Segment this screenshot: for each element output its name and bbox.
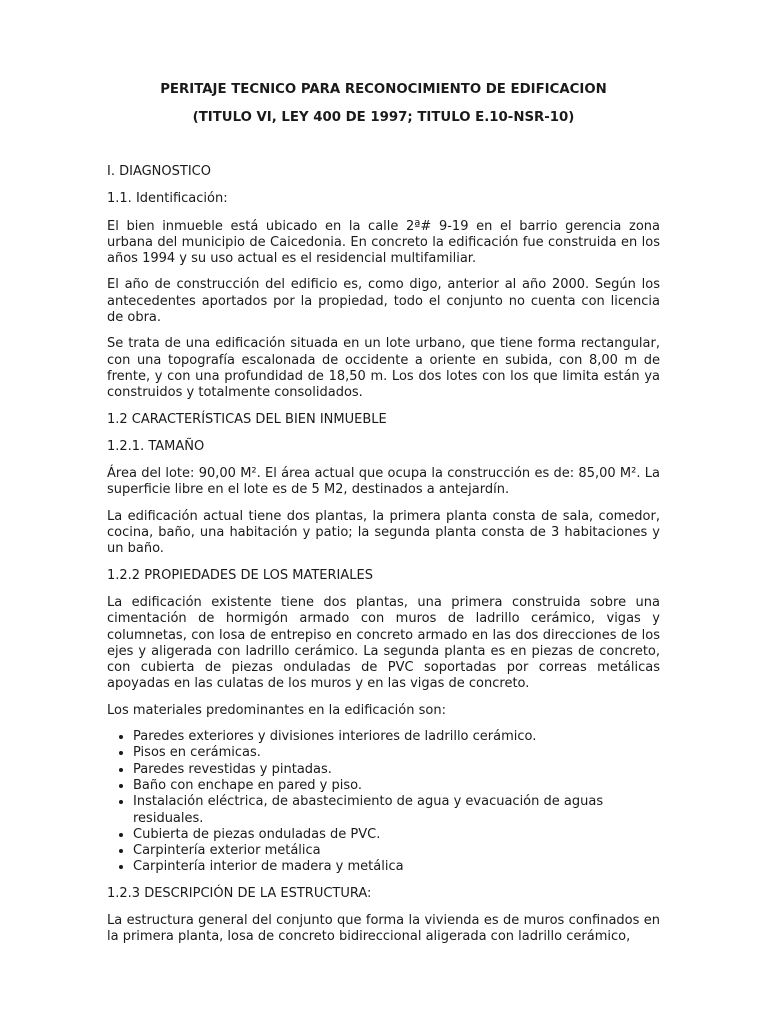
paragraph-edificacion-existente: La edificación existente tiene dos plantas, una primera construida sobre una cimentación de hormigón armado con muros de ladrillo cerámico, vigas y columnetas, con losa de entrepiso en concreto armado en las dos direcciones de los ejes y aligerada con ladrillo cerámico. La segunda planta es en piezas de concreto, con cubierta de piezas onduladas de PVC soportadas por correas metálicas apoyadas en las culatas de los muros y en las vigas de concreto. xyxy=(107,594,660,692)
heading-estructura: 1.2.3 DESCRIPCIÓN DE LA ESTRUCTURA: xyxy=(107,885,372,901)
heading-caracteristicas: 1.2 CARACTERÍSTICAS DEL BIEN INMUEBLE xyxy=(107,411,387,427)
paragraph-estructura: La estructura general del conjunto que forma la vivienda es de muros confinados en la primera planta, losa de concreto bidireccional aligerada con ladrillo cerámico, xyxy=(107,912,660,945)
paragraph-anio-construccion: El año de construcción del edificio es, como digo, anterior al año 2000. Según los antecedentes aportados por la propiedad, todo el conjunto no cuenta con licencia de obra. xyxy=(107,277,660,326)
list-item: • Instalación eléctrica, de abastecimiento de agua y evacuación de aguas residuales. xyxy=(133,794,660,827)
heading-identificacion: 1.1. Identificación: xyxy=(107,191,228,207)
list-item: • Pisos en cerámicas. xyxy=(133,745,660,761)
section-heading-diagnostico: I. DIAGNOSTICO xyxy=(107,164,211,179)
paragraph-materiales-intro: Los materiales predominantes en la edificación son: xyxy=(107,702,446,718)
paragraph-lote: Se trata de una edificación situada en un lote urbano, que tiene forma rectangular, con una topografía escalonada de occidente a oriente en subida, con 8,00 m de frente, y con una profundidad de 18,50 m. Los dos lotes con los que limita están ya construidos y totalmente consolidados. xyxy=(107,336,660,401)
list-item: • Carpintería exterior metálica xyxy=(133,843,660,859)
heading-tamano: 1.2.1. TAMAÑO xyxy=(107,438,205,454)
list-item: • Cubierta de piezas onduladas de PVC. xyxy=(133,827,660,843)
heading-propiedades-materiales: 1.2.2 PROPIEDADES DE LOS MATERIALES xyxy=(107,567,373,583)
list-item: • Baño con enchape en pared y piso. xyxy=(133,778,660,794)
materials-list xyxy=(107,729,660,876)
list-item: • Carpintería interior de madera y metálica xyxy=(133,859,660,875)
list-item: • Paredes revestidas y pintadas. xyxy=(133,762,660,778)
list-item: • Paredes exteriores y divisiones interiores de ladrillo cerámico. xyxy=(133,729,660,745)
document-title: PERITAJE TECNICO PARA RECONOCIMIENTO DE EDIFICACION xyxy=(160,82,607,97)
document-page xyxy=(107,82,660,956)
paragraph-plantas: La edificación actual tiene dos plantas, la primera planta consta de sala, comedor, cocina, baño, una habitación y patio; la segunda planta consta de 3 habitaciones y un baño. xyxy=(107,508,660,557)
document-subtitle: (TITULO VI, LEY 400 DE 1997; TITULO E.10-NSR-10) xyxy=(192,110,575,125)
paragraph-area: Área del lote: 90,00 M². El área actual que ocupa la construcción es de: 85,00 M². La superficie libre en el lote es de 5 M2, destinados a antejardín. xyxy=(107,466,660,498)
paragraph-ubicacion: El bien inmueble está ubicado en la calle 2ª# 9-19 en el barrio gerencia zona urbana del municipio de Caicedonia. En concreto la edificación fue construida en los años 1994 y su uso actual es el residencial multifamiliar. xyxy=(107,218,660,267)
